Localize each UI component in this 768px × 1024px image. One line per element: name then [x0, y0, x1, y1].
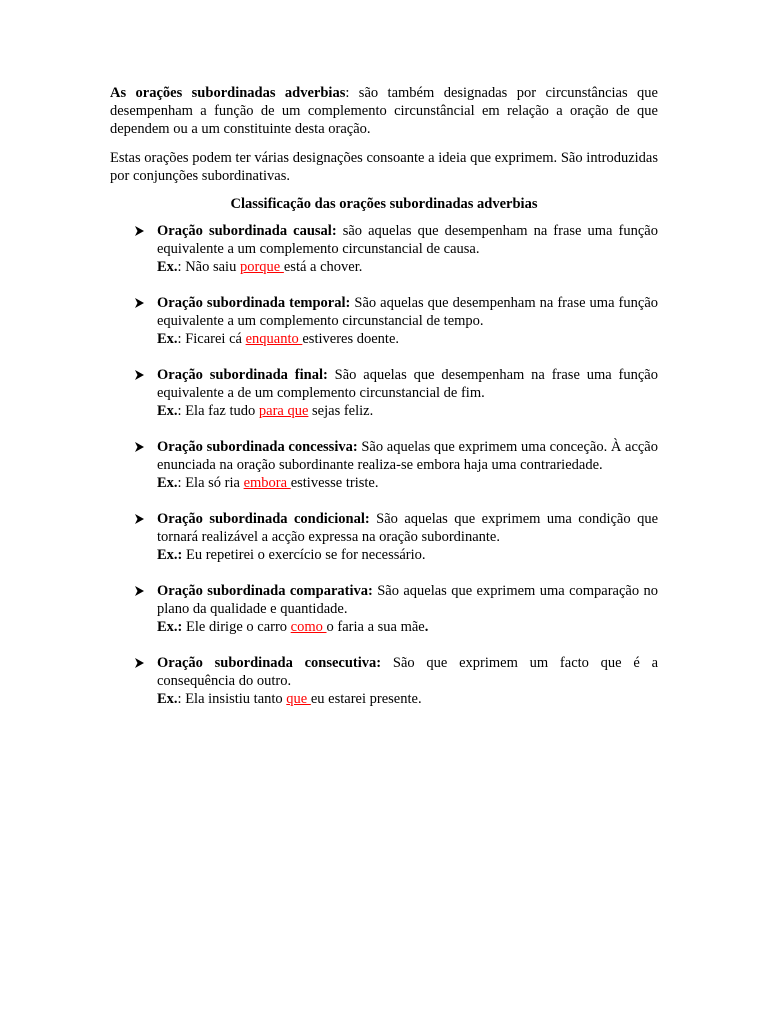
item-definition [157, 510, 658, 546]
item-title: Oração subordinada temporal: [157, 295, 351, 311]
item-definition [157, 294, 658, 330]
item-description: São aquelas que desempenham na frase uma função equivalente a um complemento circunstancial de tempo. [157, 295, 659, 329]
example-label: Ex.: [157, 619, 183, 635]
example-text-after: estiveres doente. [302, 331, 400, 347]
list-item-causal [110, 222, 658, 276]
example-text-after: o faria a sua mãe [326, 619, 425, 635]
item-definition [157, 654, 658, 690]
intro-term: As orações subordinadas adverbias [110, 85, 346, 101]
item-example [157, 474, 658, 492]
example-text-before: : Ela só ria [177, 475, 244, 491]
item-title: Oração subordinada condicional: [157, 511, 370, 527]
item-definition [157, 366, 658, 402]
arrow-bullet-icon [134, 366, 148, 384]
arrow-bullet-icon [134, 510, 148, 528]
item-definition [157, 222, 658, 258]
example-label: Ex. [157, 475, 178, 491]
example-label: Ex. [157, 403, 178, 419]
item-description: são aquelas que desempenham na frase uma função equivalente a um complemento circunstancial de causa. [157, 223, 658, 257]
example-text-after: eu estarei presente. [310, 691, 422, 707]
list-item-concessiva [110, 438, 658, 492]
item-description: São aquelas que desempenham na frase uma função equivalente a de um complemento circunstancial de fim. [157, 367, 658, 401]
document-page [110, 84, 658, 726]
example-text-after: está a chover. [283, 259, 363, 275]
classification-list [110, 222, 658, 708]
list-item-comparativa [110, 582, 658, 636]
example-text-before: : Não saiu [177, 259, 240, 275]
example-text-before: : Ela faz tudo [177, 403, 259, 419]
example-label: Ex.: [157, 547, 183, 563]
item-title: Oração subordinada final: [157, 367, 328, 383]
list-item-consecutiva [110, 654, 658, 708]
example-label: Ex. [157, 331, 178, 347]
example-conjunction: para que [258, 403, 309, 419]
intro-paragraph-2: Estas orações podem ter várias designações consoante a ideia que exprimem. São introduzidas por conjunções subordinativas. [110, 150, 658, 184]
example-text-before: Ele dirige o carro [182, 619, 291, 635]
list-item-temporal [110, 294, 658, 348]
arrow-bullet-icon [134, 582, 148, 600]
example-conjunction: embora [243, 475, 291, 491]
arrow-bullet-icon [134, 294, 148, 312]
item-title: Oração subordinada concessiva: [157, 439, 358, 455]
item-title: Oração subordinada consecutiva: [157, 655, 382, 671]
arrow-bullet-icon [134, 438, 148, 456]
example-conjunction: porque [239, 259, 284, 275]
example-label: Ex. [157, 691, 178, 707]
example-text-before: : Ela insistiu tanto [177, 691, 287, 707]
item-definition [157, 582, 658, 618]
item-example [157, 330, 658, 348]
item-example [157, 402, 658, 420]
item-description: São aquelas que exprimem uma conceção. À acção enunciada na oração subordinante realiza-se embora haja uma contrariedade. [157, 439, 658, 473]
item-description: São aquelas que exprimem uma comparação no plano da qualidade e quantidade. [157, 583, 658, 617]
item-example [157, 690, 658, 708]
section-heading: Classificação das orações subordinadas adverbias [230, 196, 538, 212]
arrow-bullet-icon [134, 654, 148, 672]
example-conjunction: como [290, 619, 327, 635]
item-description: São aquelas que exprimem uma condição que tornará realizável a acção expressa na oração subordinante. [157, 511, 659, 545]
list-item-final [110, 366, 658, 420]
example-conjunction: enquanto [245, 331, 303, 347]
intro-definition: : são também designadas por circunstâncias que desempenham a função de um complemento circunstâncial em relação a oração de que dependem ou a um constituinte desta oração. [110, 85, 658, 137]
item-description: São que exprimem um facto que é a consequência do outro. [157, 655, 658, 689]
item-definition [157, 438, 658, 474]
intro-paragraph-1 [110, 84, 658, 138]
arrow-bullet-icon [134, 222, 148, 240]
item-example [157, 546, 658, 564]
item-title: Oração subordinada causal: [157, 223, 337, 239]
item-example [157, 258, 658, 276]
example-conjunction: que [286, 691, 311, 707]
example-text-before: : Ficarei cá [177, 331, 246, 347]
item-example [157, 618, 658, 636]
example-end-period: . [424, 619, 429, 635]
list-item-condicional [110, 510, 658, 564]
example-text-before: Eu repetirei o exercício se for necessário. [182, 547, 426, 563]
example-label: Ex. [157, 259, 178, 275]
example-text-after: estivesse triste. [290, 475, 379, 491]
example-text-after: sejas feliz. [308, 403, 374, 419]
item-title: Oração subordinada comparativa: [157, 583, 373, 599]
